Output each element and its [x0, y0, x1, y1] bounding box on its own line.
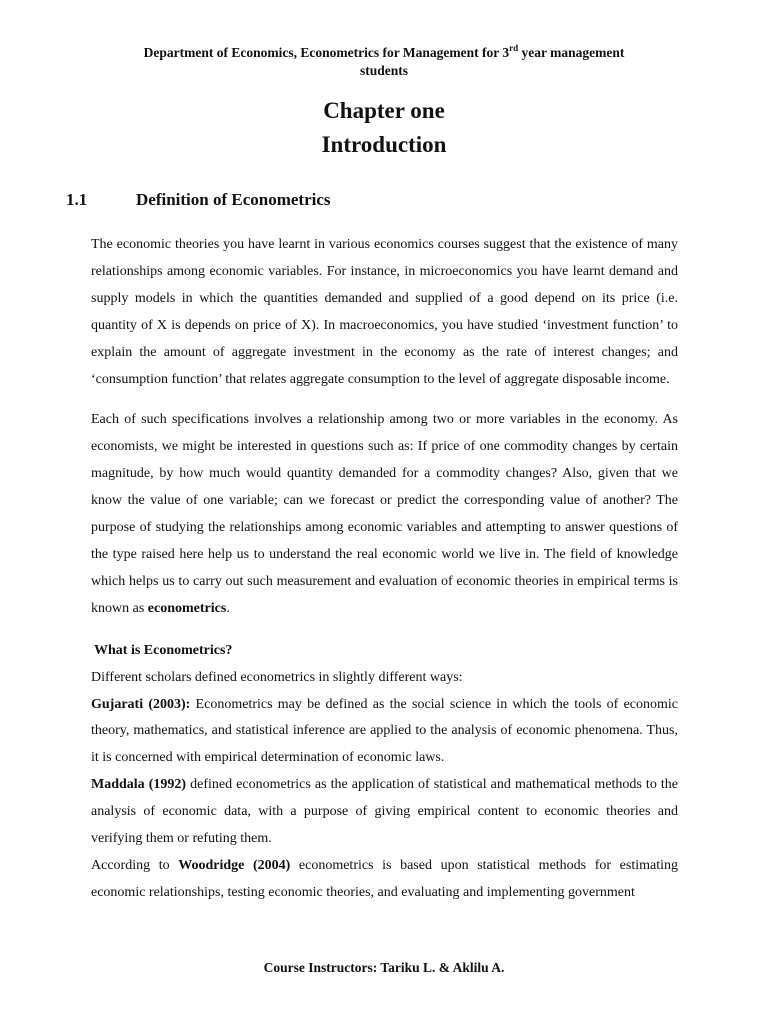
woodridge-pre: According to — [91, 857, 179, 873]
definition-gujarati — [91, 692, 678, 773]
woodridge-text: econometrics is based upon statistical methods for estimating economic relationships, testing economic theories, and evaluating and implementing government — [91, 857, 678, 900]
section-title: Definition of Econometrics — [136, 190, 331, 209]
chapter-title: Introduction — [321, 132, 447, 157]
paragraph-2 — [91, 407, 678, 622]
econometrics-term: econometrics — [147, 600, 227, 616]
woodridge-label: Woodridge (2004) — [178, 857, 291, 873]
header-line-2: students — [359, 63, 408, 78]
header-line-1 — [60, 44, 708, 62]
header-superscript: rd — [509, 42, 519, 53]
document-header — [60, 44, 708, 80]
what-is-heading: What is Econometrics? — [94, 642, 233, 658]
definition-woodridge — [91, 853, 678, 907]
gujarati-text: Econometrics may be defined as the social science in which the tools of economic theory, mathematics, and statistical inference are applied to the analysis of economic phenomena. Thus, it is concerned with empirical determination of economic laws. — [91, 696, 678, 766]
paragraph-1: The economic theories you have learnt in various economics courses suggest that the existence of many relationships among economic variables. For instance, in microeconomics you have learnt demand and supply models in which the quantities demanded and supplied of a good depend on its price (i.e. quantity of X is depends on price of X). In macroeconomics, you have studied ‘investment function’ to explain the amount of aggregate investment in the economy as the rate of interest changes; and ‘consumption function’ that relates aggregate consumption to the level of aggregate disposable income. — [91, 237, 678, 387]
document-body — [91, 232, 678, 907]
chapter-label: Chapter one — [323, 98, 445, 123]
paragraph-2-text: Each of such specifications involves a relationship among two or more variables in the economy. As economists, we might be interested in questions such as: If price of one commodity changes by certain magnitude, by how much would quantity demanded for a commodity changes? Also, given that we know the value of one variable; can we forecast or predict the corresponding value of another? The purpose of studying the relationships among economic variables and attempting to answer questions of the type raised here help us to understand the real economic world we live in. The field of knowledge which helps us to carry out such measurement and evaluation of economic theories in empirical terms is known as — [91, 412, 678, 616]
paragraph-2-end: . — [226, 600, 230, 616]
definition-maddala — [91, 772, 678, 853]
maddala-label: Maddala (1992) — [91, 777, 187, 793]
chapter-heading — [0, 94, 768, 162]
definitions-intro: Different scholars defined econometrics in slightly different ways: — [91, 669, 463, 685]
section-number: 1.1 — [66, 190, 88, 209]
maddala-text: defined econometrics as the application of statistical and mathematical methods to the analysis of economic data, with a purpose of giving empirical content to economic theories and verifying them or refuting them. — [91, 777, 678, 847]
section-heading — [66, 188, 331, 212]
document-footer: Course Instructors: Tariku L. & Aklilu A. — [263, 960, 505, 975]
gujarati-label: Gujarati (2003): — [91, 696, 191, 712]
header-text-post: year management — [518, 45, 625, 60]
header-text: Department of Economics, Econometrics for Management for 3 — [143, 45, 510, 60]
